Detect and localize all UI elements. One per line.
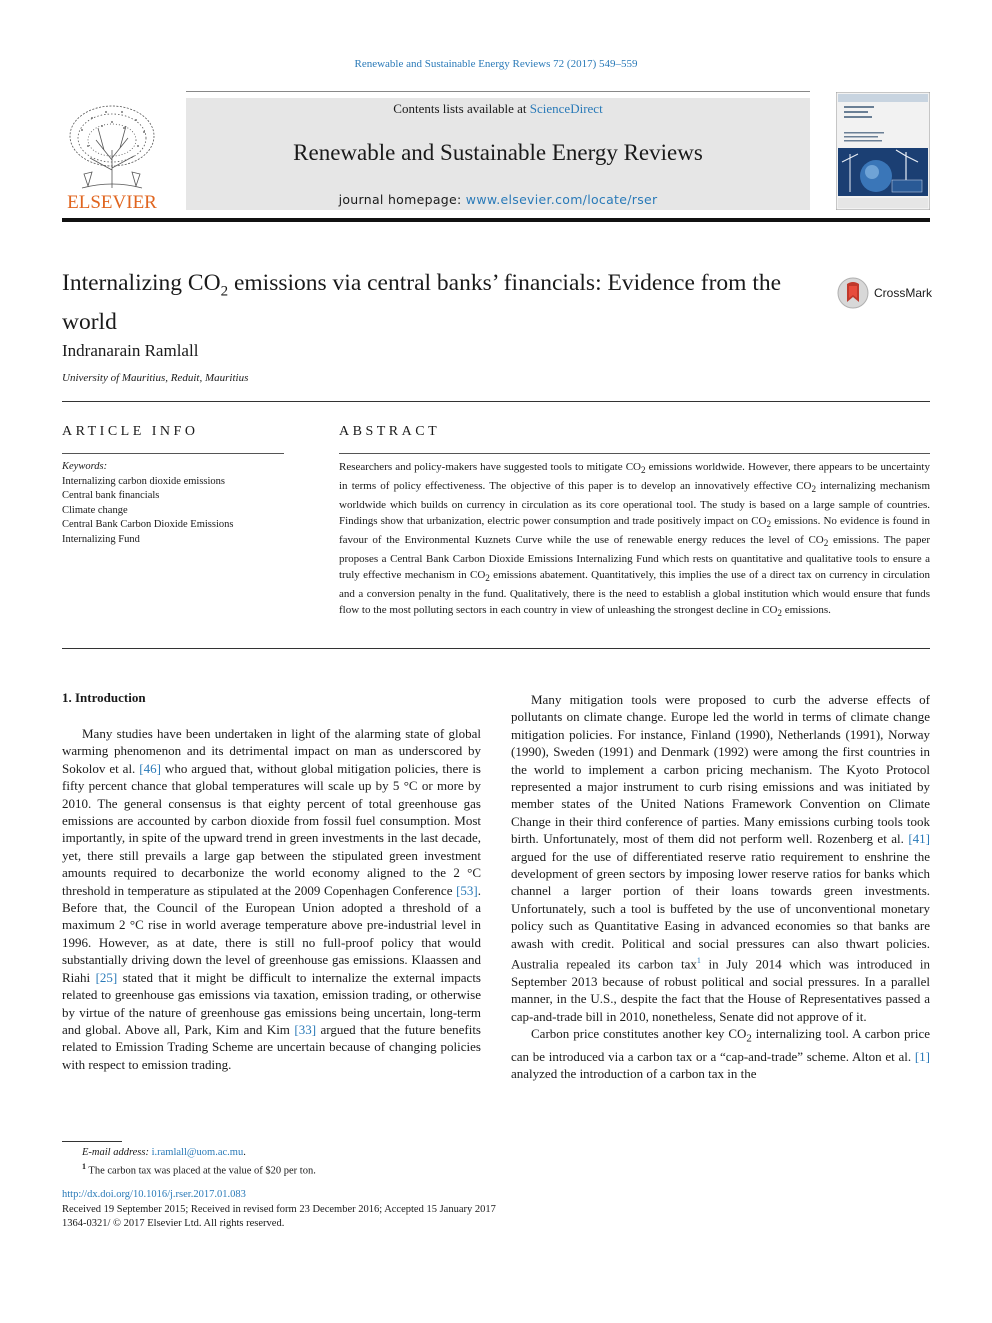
masthead-top-rule <box>186 91 810 92</box>
article-metadata <box>62 1188 496 1232</box>
abstract-text-span: emissions. The paper proposes a Central Bank Carbon Dioxide Emissions Internalizing Fund which rests on quantitative and qualitative tools to ensure a truly effective mechanism in CO <box>339 534 930 582</box>
article-title <box>62 268 822 337</box>
title-subscript: 2 <box>220 283 229 300</box>
paragraph-text: argued that the future benefits related to Emission Trading Scheme are uncertain because of changing policies with respect to emission trading. <box>62 1021 481 1072</box>
abstract-text-span: internalizing mechanism worldwide which builds on currency in circulation as its core operational tool. The study is based on a large sample of countries. Findings show that urbanization, electric power consumption and trade positively impact on CO <box>339 480 931 528</box>
paragraph-text: Carbon price constitutes another key CO <box>531 1026 747 1042</box>
sciencedirect-link[interactable]: ScienceDirect <box>529 101 603 116</box>
journal-name: Renewable and Sustainable Energy Reviews <box>293 140 703 165</box>
homepage-prefix: journal homepage: <box>338 192 466 207</box>
masthead-bottom-rule <box>62 218 930 222</box>
paragraph-text: analyzed the introduction of a carbon tax in the <box>511 1066 757 1082</box>
keywords-label: Keywords: <box>62 461 108 472</box>
citation-link[interactable]: [53] <box>456 882 478 898</box>
doi-link[interactable]: http://dx.doi.org/10.1016/j.rser.2017.01.083 <box>62 1189 246 1200</box>
body-column-right <box>511 691 930 1083</box>
abstract-divider <box>62 648 930 649</box>
journal-citation[interactable]: Renewable and Sustainable Energy Reviews 72 (2017) 549–559 <box>354 58 638 70</box>
paragraph-text: who argued that, without global mitigation policies, there is fifty percent chance that global temperatures will scale up by 5 °C or more by 2010. The general consensus is that eighty percent of total greenhouse gas emissions are accounted by carbon dioxide from fossil fuel consumption. Most importantly, in spite of the upward trend in green investments in the last decade, yet, there still prevails a large gap between the stipulated green investment amounts required to decarbonize the world economy aligned to the 2 °C threshold in temperature as stipulated at the 2009 Copenhagen Conference <box>62 760 481 898</box>
crossmark-badge[interactable] <box>836 276 932 310</box>
title-divider <box>62 401 930 402</box>
author-affiliation: University of Mauritius, Reduit, Mauritius <box>62 372 249 384</box>
journal-homepage <box>186 192 810 207</box>
subscript: 2 <box>640 465 646 476</box>
citation-link[interactable]: [1] <box>914 1049 930 1065</box>
homepage-link[interactable]: www.elsevier.com/locate/rser <box>465 192 658 207</box>
paragraph-text: Many studies have been undertaken in light of the alarming state of global warming phenomenon and its detrimental impact on man as underscored by Sokolov et al. <box>62 726 481 776</box>
keyword-item: Central Bank Carbon Dioxide Emissions <box>62 519 234 531</box>
received-dates: Received 19 September 2015; Received in revised form 23 December 2016; Accepted 15 January 2017 <box>62 1203 496 1215</box>
footnote-marker[interactable]: 1 <box>696 956 701 966</box>
keyword-item: Climate change <box>62 504 128 516</box>
elsevier-logo <box>62 100 162 212</box>
crossmark-icon <box>836 276 870 310</box>
paragraph <box>62 725 481 1073</box>
citation-link[interactable]: [41] <box>908 831 930 847</box>
contents-prefix: Contents lists available at <box>393 101 530 116</box>
paragraph <box>511 691 930 1025</box>
keyword-item: Internalizing carbon dioxide emissions <box>62 476 226 487</box>
keyword-item: Internalizing Fund <box>62 533 140 545</box>
article-info-heading: ARTICLE INFO <box>62 424 199 439</box>
journal-cover-thumbnail[interactable] <box>836 92 930 210</box>
elsevier-wordmark: ELSEVIER <box>67 192 157 212</box>
email-link[interactable]: i.ramlall@uom.ac.mu <box>151 1147 244 1158</box>
abstract-text-span: emissions. No evidence is found in favour of the Environmental Kuznets Curve while the use of renewable energy reduces the level of CO <box>339 515 930 547</box>
footnote-1-mark: 1 <box>82 1162 86 1171</box>
subscript: 2 <box>485 573 490 584</box>
journal-cover-image <box>836 92 930 210</box>
citation-link[interactable]: [25] <box>95 969 118 985</box>
crossmark-label: CrossMark <box>873 286 932 300</box>
subscript: 2 <box>777 608 782 619</box>
title-part1: Internalizing CO <box>62 270 221 296</box>
paragraph-text: internalizing tool. A carbon price can be introduced via a carbon tax or a “cap-and-trade” scheme. Alton et al. <box>511 1026 930 1065</box>
subscript: 2 <box>823 538 829 549</box>
abstract-text-span: emissions worldwide. However, there appears to be uncertainty in terms of policy effectiveness. The objective of this paper is to develop an innovatively effective CO <box>339 461 930 493</box>
paragraph-text: argued for the use of differentiated reserve ratio requirement to enshrine the development of green sectors by imposing lower reserve ratios for banks which channel a larger portion of their loans towards green investments. Unfortunately, such a tool is buffeted by the use of unconventional monetary policy such as Quantitative Easing in advanced economies so that banks are awash with credit. Political and social pressures can also thwart policies. Australia repealed its carbon tax <box>511 848 930 972</box>
footnote-1-text: The carbon tax was placed at the value of $20 per ton. <box>86 1165 316 1177</box>
abstract-text-span: emissions abatement. Quantitatively, this implies the use of a direct tax on currency in circulation and a conversion penalty in the fund. Qualitatively, there is the need to establish a global institution which would ensure that funds flow to the most polluting sectors in each country in view of unleashing the strongest decline in CO <box>339 569 930 617</box>
paragraph-text: Many mitigation tools were proposed to curb the adverse effects of pollutants on climate change. Europe led the world in terms of climate change mitigation policies. For instance, Finland (1990), Netherlands (1991), Norway (1990), Sweden (1991) and Denmark (1992) were among the first countries in the world to implement a carbon pricing mechanism. The Kyoto Protocol represented a major instrument to curb rising emissions and was initiated by member states of the United Nations Framework Convention on Climate Change in their third conference of parties. Many emissions curbing tools took birth. Unfortunately, most of them did not perform well. Rozenberg et al. <box>511 692 930 847</box>
contents-line <box>186 101 810 117</box>
section-heading-introduction: 1. Introduction <box>62 690 146 705</box>
elsevier-tree-icon <box>62 100 162 212</box>
abstract-text-span: emissions. <box>781 604 831 617</box>
article-info-rule <box>62 453 284 454</box>
citation-link[interactable]: [46] <box>139 760 161 776</box>
email-footnote <box>62 1146 316 1160</box>
abstract-body <box>339 460 930 622</box>
abstract-heading: ABSTRACT <box>339 424 441 439</box>
subscript: 2 <box>766 519 772 530</box>
author-name: Indranarain Ramlall <box>62 341 199 360</box>
abstract-rule <box>339 453 930 454</box>
body-column-left <box>62 725 481 1073</box>
subscript: 2 <box>746 1032 752 1045</box>
paragraph <box>511 1025 930 1083</box>
footnote-1 <box>62 1160 316 1179</box>
email-end: . <box>243 1147 246 1158</box>
paragraph-text: stated that it might be difficult to internalize the external impacts related to greenhouse gas emissions via taxation, emission trading, or otherwise by virtue of the nature of greenhouse gas emissions being uncertain, long-term and global. Above all, Park, Kim and Kim <box>62 969 481 1037</box>
copyright-line: 1364-0321/ © 2017 Elsevier Ltd. All rights reserved. <box>62 1218 285 1229</box>
keywords-list <box>62 475 233 547</box>
footnote-rule <box>62 1141 122 1142</box>
footnotes <box>62 1146 316 1179</box>
paragraph-text: . Before that, the Council of the European Union adopted a threshold of a maximum 2 °C rise in world average temperature above pre-industrial level in 1996. However, as at date, there is still no full-proof policy that would substantially driving down the level of greenhouse gas emissions. Klaassen and Riahi <box>62 882 481 985</box>
title-part2: emissions via central banks’ financials: Evidence from the world <box>62 270 782 335</box>
abstract-text-span: Researchers and policy-makers have suggested tools to mitigate CO <box>339 461 641 473</box>
keyword-item: Central bank financials <box>62 490 160 502</box>
subscript: 2 <box>811 484 817 495</box>
paragraph-text: in July 2014 which was introduced in September 2013 because of robust political and social pressures. In a parallel manner, in the U.S., despite the fact that the House of Representatives passed a cap-and-trade bill in 2010, nonetheless, Senate did not approve of it. <box>511 956 930 1024</box>
email-label: E-mail address: <box>82 1147 152 1158</box>
citation-link[interactable]: [33] <box>294 1021 317 1037</box>
